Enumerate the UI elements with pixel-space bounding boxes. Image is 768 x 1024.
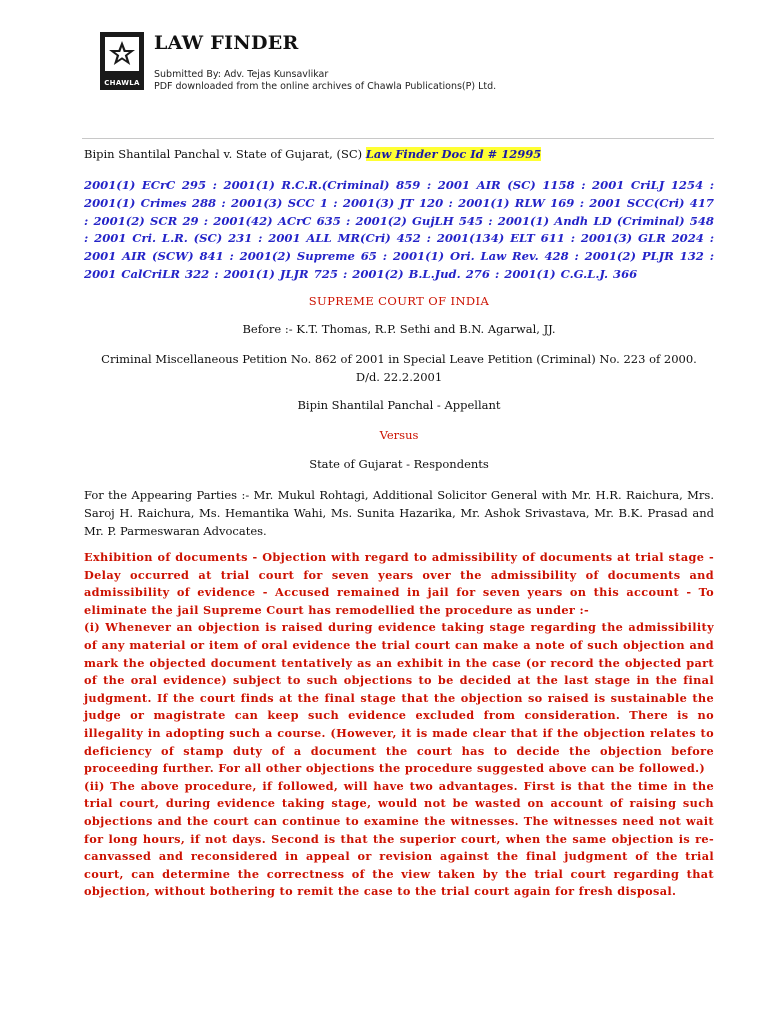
headnote-intro: Exhibition of documents - Objection with regard to admissibility of documents at trial stage - Delay occurred at trial court for seven years over the admissibility of documents and admissibility of evidence - Accused remained in jail for seven years on this account - To eliminate the jail Supreme Court has remodellied the procedure as under :- [84,550,714,617]
case-title: Bipin Shantilal Panchal v. State of Gujarat, (SC) [84,147,366,161]
star-icon [105,37,139,71]
appearing-parties: For the Appearing Parties :- Mr. Mukul Rohtagi, Additional Solicitor General with Mr. H.R. Raichura, Mrs. Saroj H. Raichura, Ms. Hemantika Wahi, Ms. Sunita Hazarika, Mr. Ashok Srivastava, Mr. B.K. Prasad and Mr. P. Parmeswaran Advocates. [84,488,714,538]
submitted-by: Submitted By: Adv. Tejas Kunsavlikar [154,69,329,80]
citations: 2001(1) ECrC 295 : 2001(1) R.C.R.(Criminal) 859 : 2001 AIR (SC) 1158 : 2001 CriLJ 1254 : 2001(1) Crimes 288 : 2001(3) SCC 1 : 2001(3) JT 120 : 2001(1) RLW 169 : 2001 SCC(Cri) 417 : 2001(2) SCR 29 : 2001(42) ACrC 635 : 2001(2) GujLH 545 : 2001(1) Andh LD (Criminal) 548 : 2001 Cri. L.R. (SC) 231 : 2001 ALL MR(Cri) 452 : 2001(134) ELT 611 : 2001(3) GLR 2024 : 2001 AIR (SCW) 841 : 2001(2) Supreme 65 : 2001(1) Ori. Law Rev. 428 : 2001(2) PLJR 132 : 2001 CalCriLR 322 : 2001(1) JLJR 725 : 2001(2) B.L.Jud. 276 : 2001(1) C.G.L.J. 366 [84,178,714,281]
logo-emblem [105,37,139,71]
chawla-logo [100,32,144,90]
petition-date: D/d. 22.2.2001 [355,370,443,384]
doc-id: Law Finder Doc Id # 12995 [365,147,542,161]
brand-title: LAW FINDER [154,32,299,54]
petition [84,350,714,386]
document-header [100,30,720,100]
headnote-point-1: (i) Whenever an objection is raised during evidence taking stage regarding the admissibility of any material or item of oral evidence the trial court can make a note of such objection and mark the objected document tentatively as an exhibit in the case (or record the objected part of the oral evidence) subject to such objections to be decided at the last stage in the final judgment. If the court finds at the final stage that the objection so raised is sustainable the judge or magistrate can keep such evidence excluded from consideration. There is no illegality in adopting such a course. (However, it is made clear that if the objection relates to deficiency of stamp duty of a document the court has to decide the objection before proceeding further. For all other objections the procedure suggested above can be followed.) [84,620,714,776]
headnote-point-2: (ii) The above procedure, if followed, will have two advantages. First is that the time in the trial court, during evidence taking stage, would not be wasted on account of raising such objections and the court can continue to examine the witnesses. The witnesses need not wait for long hours, if not days. Second is that the superior court, when the same objection is re- canvassed and reconsidered in appeal or revision against the final judgment of the trial court, can determine the correctness of the view taken by the trial court regarding that objection, without bothering to remit the case to the trial court again for fresh disposal. [84,778,714,899]
versus: Versus [379,428,419,442]
respondents: State of Gujarat - Respondents [309,457,489,471]
header-divider [82,138,714,139]
appellant: Bipin Shantilal Panchal - Appellant [297,398,501,412]
bench: Before :- K.T. Thomas, R.P. Sethi and B.N. Agarwal, JJ. [242,322,556,336]
logo-label: CHAWLA [104,79,140,87]
headnote [84,549,714,901]
case-title-line [84,147,714,161]
court-name: SUPREME COURT OF INDIA [308,294,490,308]
petition-number: Criminal Miscellaneous Petition No. 862 of 2001 in Special Leave Petition (Criminal) No. 223 of 2000. [101,352,697,366]
download-source: PDF downloaded from the online archives of Chawla Publications(P) Ltd. [154,81,497,92]
